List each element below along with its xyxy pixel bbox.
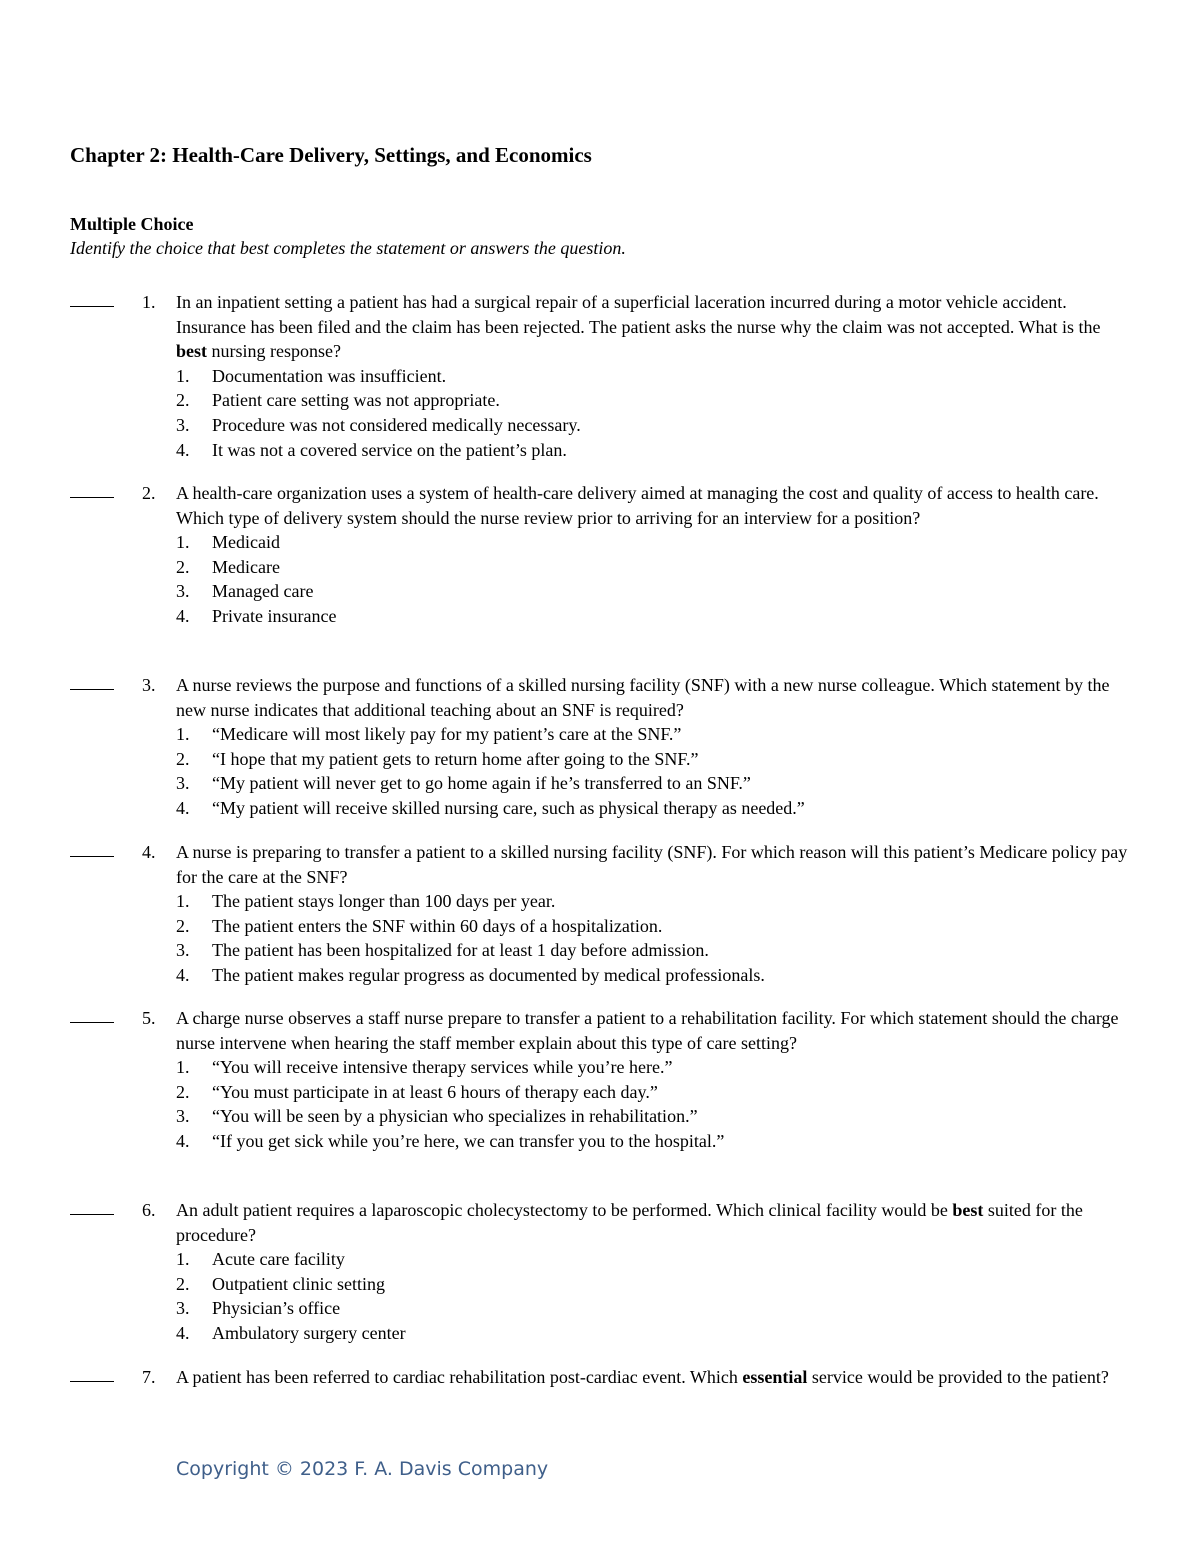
question-6: [70, 1198, 1130, 1346]
option-text: Medicare: [212, 556, 280, 577]
answer-options: [176, 722, 1130, 820]
option-text: “Medicare will most likely pay for my patient’s care at the SNF.”: [212, 724, 682, 745]
stem-text: service would be provided to the patient?: [807, 1367, 1109, 1387]
option-text: The patient has been hospitalized for at least 1 day before admission.: [212, 940, 709, 961]
question-number: 2.: [142, 483, 156, 503]
option-number: 3.: [176, 1106, 190, 1127]
option-text: “You will be seen by a physician who specializes in rehabilitation.”: [212, 1106, 698, 1127]
section-header: [70, 212, 626, 260]
option-number: 2.: [176, 1273, 190, 1294]
answer-blank: [70, 497, 114, 498]
answer-option: [176, 889, 1130, 914]
stem-text: In an inpatient setting a patient has had a surgical repair of a superficial laceration incurred during a motor vehicle accident. Insurance has been filed and the claim has been rejected. The patient asks the nurse why the claim was not accepted. What is the: [176, 292, 1101, 337]
question-stem: [176, 840, 1130, 889]
answer-option: [176, 388, 1130, 413]
question-4: [70, 840, 1130, 988]
question-stem: [176, 290, 1130, 364]
option-number: 1.: [176, 532, 190, 553]
emphasis-text: best: [952, 1200, 984, 1220]
answer-options: [176, 530, 1130, 628]
answer-option: [176, 530, 1130, 555]
option-number: 4.: [176, 1130, 190, 1151]
answer-option: [176, 963, 1130, 988]
option-text: Procedure was not considered medically necessary.: [212, 414, 581, 435]
emphasis-text: best: [176, 341, 207, 362]
option-number: 2.: [176, 748, 190, 769]
answer-option: [176, 796, 1130, 821]
answer-blank: [70, 689, 114, 690]
option-text: Ambulatory surgery center: [212, 1322, 406, 1343]
answer-option: [176, 579, 1130, 604]
answer-option: [176, 1247, 1130, 1272]
option-number: 1.: [176, 891, 190, 912]
option-text: Patient care setting was not appropriate.: [212, 390, 500, 411]
option-text: The patient makes regular progress as documented by medical professionals.: [212, 964, 765, 985]
option-text: “If you get sick while you’re here, we can transfer you to the hospital.”: [212, 1130, 725, 1151]
question-1: [70, 290, 1130, 462]
option-number: 1.: [176, 1057, 190, 1078]
answer-option: [176, 747, 1130, 772]
emphasis-text: essential: [742, 1367, 808, 1387]
option-text: “I hope that my patient gets to return home after going to the SNF.”: [212, 748, 699, 769]
answer-blank: [70, 1214, 114, 1215]
option-number: 2.: [176, 556, 190, 577]
option-text: Outpatient clinic setting: [212, 1273, 385, 1294]
answer-options: [176, 889, 1130, 987]
answer-blank: [70, 306, 114, 307]
stem-text: A charge nurse observes a staff nurse prepare to transfer a patient to a rehabilitation facility. For which statement should the charge nurse intervene when hearing the staff member explain about this type of care setting?: [176, 1008, 1119, 1053]
chapter-title: Chapter 2: Health-Care Delivery, Settings, and Economics: [70, 143, 592, 167]
option-text: Medicaid: [212, 532, 280, 553]
answer-option: [176, 438, 1130, 463]
option-number: 1.: [176, 724, 190, 745]
option-number: 4.: [176, 439, 190, 460]
question-5: [70, 1006, 1130, 1154]
option-number: 1.: [176, 365, 190, 386]
section-label: Multiple Choice: [70, 214, 194, 234]
option-number: 2.: [176, 1081, 190, 1102]
option-text: “You will receive intensive therapy services while you’re here.”: [212, 1057, 673, 1078]
answer-option: [176, 555, 1130, 580]
option-number: 3.: [176, 581, 190, 602]
stem-text: A health-care organization uses a system of health-care delivery aimed at managing the cost and quality of access to health care. Which type of delivery system should the nurse review prior to arriving for an interview for a position?: [176, 483, 1099, 528]
question-number: 7.: [142, 1367, 156, 1387]
answer-blank: [70, 1381, 114, 1382]
answer-options: [176, 364, 1130, 462]
question-stem: [176, 1365, 1130, 1390]
answer-options: [176, 1055, 1130, 1153]
question-stem: [176, 673, 1130, 722]
option-number: 3.: [176, 773, 190, 794]
option-text: “My patient will receive skilled nursing care, such as physical therapy as needed.”: [212, 797, 805, 818]
option-text: Acute care facility: [212, 1249, 345, 1270]
answer-option: [176, 1055, 1130, 1080]
option-number: 3.: [176, 414, 190, 435]
question-number: 6.: [142, 1200, 156, 1220]
question-number: 3.: [142, 675, 156, 695]
option-number: 2.: [176, 390, 190, 411]
question-number: 1.: [142, 292, 156, 312]
option-text: The patient enters the SNF within 60 days of a hospitalization.: [212, 915, 663, 936]
answer-option: [176, 1080, 1130, 1105]
question-stem: [176, 1006, 1130, 1055]
question-number: 4.: [142, 842, 156, 862]
answer-option: [176, 1104, 1130, 1129]
copyright-footer: Copyright © 2023 F. A. Davis Company: [176, 1458, 549, 1480]
option-number: 3.: [176, 940, 190, 961]
option-number: 1.: [176, 1249, 190, 1270]
option-number: 4.: [176, 797, 190, 818]
question-number: 5.: [142, 1008, 156, 1028]
answer-option: [176, 914, 1130, 939]
answer-blank: [70, 1022, 114, 1023]
option-number: 4.: [176, 1322, 190, 1343]
section-instructions: Identify the choice that best completes the statement or answers the question.: [70, 238, 626, 258]
answer-option: [176, 771, 1130, 796]
option-number: 4.: [176, 605, 190, 626]
question-stem: [176, 481, 1130, 530]
answer-option: [176, 364, 1130, 389]
answer-option: [176, 413, 1130, 438]
option-text: It was not a covered service on the patient’s plan.: [212, 439, 567, 460]
answer-option: [176, 938, 1130, 963]
option-text: “You must participate in at least 6 hours of therapy each day.”: [212, 1081, 658, 1102]
answer-options: [176, 1247, 1130, 1345]
answer-blank: [70, 856, 114, 857]
stem-text: suited for the procedure?: [176, 1200, 1083, 1245]
answer-option: [176, 1129, 1130, 1154]
question-7: [70, 1365, 1130, 1390]
option-text: “My patient will never get to go home again if he’s transferred to an SNF.”: [212, 773, 751, 794]
question-2: [70, 481, 1130, 629]
option-text: Documentation was insufficient.: [212, 365, 447, 386]
option-number: 2.: [176, 915, 190, 936]
question-stem: [176, 1198, 1130, 1247]
answer-option: [176, 1296, 1130, 1321]
option-text: Physician’s office: [212, 1298, 341, 1319]
stem-text: A nurse is preparing to transfer a patient to a skilled nursing facility (SNF). For which reason will this patient’s Medicare policy pay for the care at the SNF?: [176, 842, 1128, 887]
question-3: [70, 673, 1130, 821]
option-text: Managed care: [212, 581, 314, 602]
stem-text: nursing response?: [207, 341, 341, 362]
answer-option: [176, 722, 1130, 747]
option-number: 4.: [176, 964, 190, 985]
answer-option: [176, 604, 1130, 629]
answer-option: [176, 1272, 1130, 1297]
stem-text: A nurse reviews the purpose and functions of a skilled nursing facility (SNF) with a new nurse colleague. Which statement by the new nurse indicates that additional teaching about an SNF is required?: [176, 675, 1110, 720]
option-text: The patient stays longer than 100 days per year.: [212, 891, 556, 912]
answer-option: [176, 1321, 1130, 1346]
option-text: Private insurance: [212, 605, 337, 626]
option-number: 3.: [176, 1298, 190, 1319]
stem-text: A patient has been referred to cardiac rehabilitation post-cardiac event. Which: [176, 1367, 743, 1387]
stem-text: An adult patient requires a laparoscopic cholecystectomy to be performed. Which clinical facility would be: [176, 1200, 953, 1220]
